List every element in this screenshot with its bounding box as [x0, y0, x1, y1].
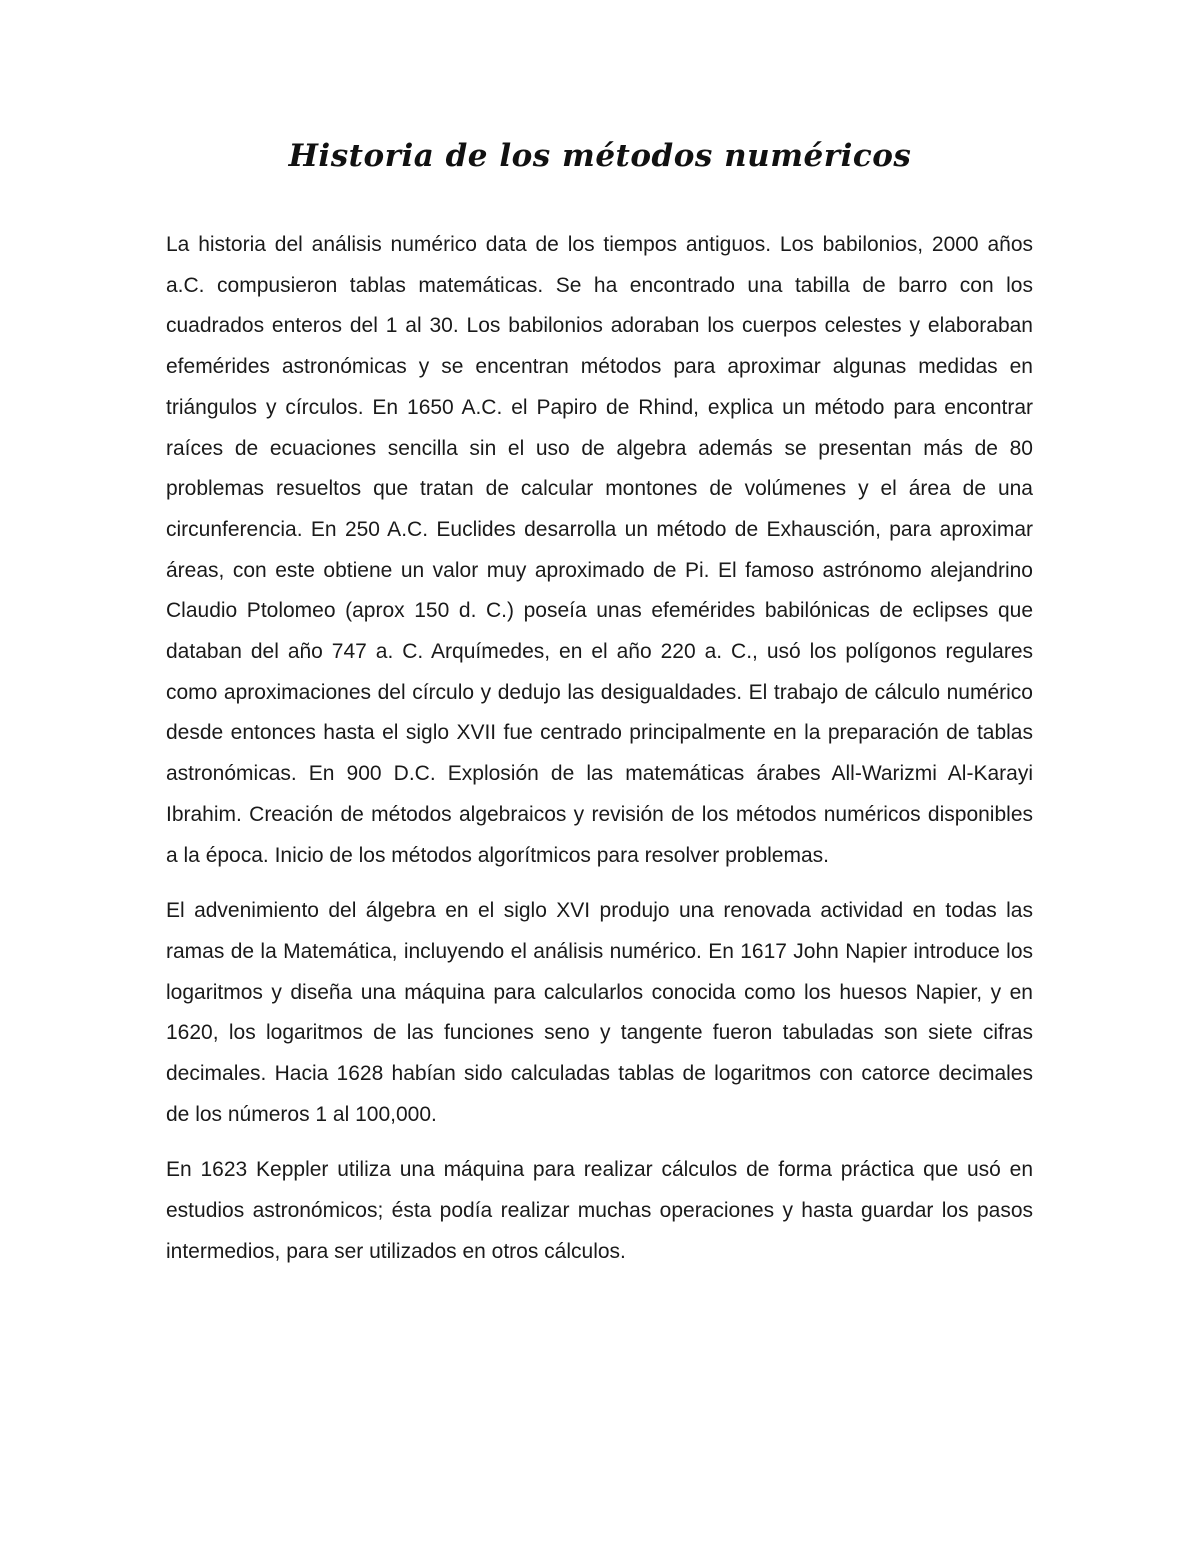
paragraph-1: La historia del análisis numérico data de los tiempos antiguos. Los babilonios, 2000 años a.C. compusieron tablas matemáticas. Se ha encontrado una tabilla de barro con los cuadrados enteros del 1 al 30. Los babilonios adoraban los cuerpos celestes y elaboraban efemérides astronómicas y se encentran métodos para aproximar algunas medidas en triángulos y círculos. En 1650 A.C. el Papiro de Rhind, explica un método para encontrar raíces de ecuaciones sencilla sin el uso de algebra además se presentan más de 80 problemas resueltos que tratan de calcular montones de volúmenes y el área de una circunferencia. En 250 A.C. Euclides desarrolla un método de Exhausción, para aproximar áreas, con este obtiene un valor muy aproximado de Pi. El famoso astrónomo alejandrino Claudio Ptolomeo (aprox 150 d. C.) poseía unas efemérides babilónicas de eclipses que databan del año 747 a. C. Arquímedes, en el año 220 a. C., usó los polígonos regulares como aproximaciones del círculo y dedujo las desigualdades. El trabajo de cálculo numérico desde entonces hasta el siglo XVII fue centrado principalmente en la preparación de tablas astronómicas. En 900 D.C. Explosión de las matemáticas árabes All-Warizmi Al-Karayi Ibrahim. Creación de métodos algebraicos y revisión de los métodos numéricos disponibles a la época. Inicio de los métodos algorítmicos para resolver problemas. [166, 233, 1033, 867]
document-body [166, 225, 1033, 1288]
paragraph-3: En 1623 Keppler utiliza una máquina para realizar cálculos de forma práctica que usó en estudios astronómicos; ésta podía realizar muchas operaciones y hasta guardar los pasos intermedios, para ser utilizados en otros cálculos. [166, 1158, 1033, 1263]
paragraph-2: El advenimiento del álgebra en el siglo XVI produjo una renovada actividad en todas las ramas de la Matemática, incluyendo el análisis numérico. En 1617 John Napier introduce los logaritmos y diseña una máquina para calcularlos conocida como los huesos Napier, y en 1620, los logaritmos de las funciones seno y tangente fueron tabuladas son siete cifras decimales. Hacia 1628 habían sido calculadas tablas de logaritmos con catorce decimales de los números 1 al 100,000. [166, 899, 1033, 1126]
document-title: Historia de los métodos numéricos [288, 138, 912, 174]
